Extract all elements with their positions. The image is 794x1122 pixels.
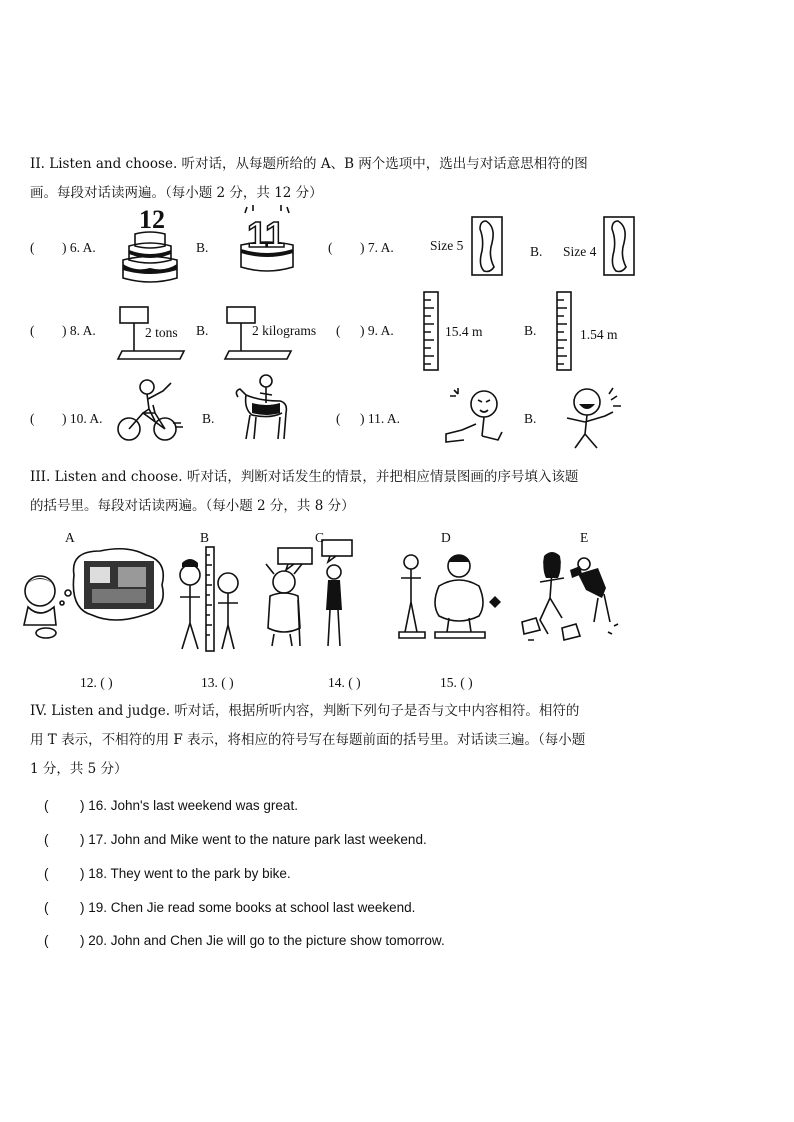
shoe-footprint-b-icon [602,215,636,277]
q6-paren[interactable]: ( [30,240,35,255]
q11-label: ) 11. A. [360,411,400,426]
cake-a-number: 12 [139,205,165,234]
scene-label-a: A [65,530,75,545]
judge-item-19-answer[interactable]: ( [44,900,49,915]
boy-riding-horse-icon [230,373,294,443]
judge-item-16-answer[interactable]: ( [44,798,49,813]
section3-heading-line1: III. Listen and choose. 听对话，判断对话发生的情景，并把相应情景图画的序号填入该题 [30,469,579,485]
laughing-boy-icon [555,382,627,454]
scene-label-e: E [580,530,589,545]
scene-label-c: C [315,530,325,545]
section4-heading [30,697,650,784]
q8-paren[interactable]: ( [30,323,35,338]
q10-label: ) 10. A. [62,411,103,426]
cake-b-number: 11 [247,214,286,255]
judge-item-17-text: ) 17. John and Mike went to the nature park last weekend. [80,832,427,847]
q13-blank[interactable]: 13. ( ) [201,675,234,690]
boy-riding-bike-icon [115,375,185,443]
judge-item-18 [44,866,291,881]
section3-heading [30,463,650,521]
judge-item-18-answer[interactable]: ( [44,866,49,881]
section4-heading-line2: 用 T 表示，不相符的用 F 表示，将相应的符号写在每题前面的括号里。对话读三遍。（每小题 [30,732,586,748]
birthday-cake-11-icon [237,205,297,275]
q6-label: ) 6. A. [62,240,96,255]
q6-option-b: B. [196,240,209,255]
q8-option-b: B. [196,323,209,338]
birthday-cake-12-icon [115,198,185,288]
thin-and-fat-scene-icon [395,552,505,644]
measuring-height-scene-icon [172,545,244,653]
q10-option-b: B. [202,411,215,426]
judge-item-20-text: ) 20. John and Chen Jie will go to the picture show tomorrow. [80,933,445,948]
q7-option-b: B. [530,244,543,259]
scene-label-d: D [441,530,451,545]
judge-item-16-text: ) 16. John's last weekend was great. [80,798,298,813]
section3-heading-line2: 的括号里。每段对话读两遍。（每小题 2 分，共 8 分） [30,498,355,514]
shoe-footprint-a-icon [470,215,504,277]
q10-paren[interactable]: ( [30,411,35,426]
height-b-text: 1.54 m [580,327,618,342]
height-a-text: 15.4 m [445,324,483,339]
judge-item-18-text: ) 18. They went to the park by bike. [80,866,291,881]
judge-item-19-text: ) 19. Chen Jie read some books at school last weekend. [80,900,416,915]
q7-paren[interactable]: ( [328,240,333,255]
q9-option-b: B. [524,323,537,338]
q9-paren[interactable]: ( [336,323,341,338]
q12-blank[interactable]: 12. ( ) [80,675,113,690]
judge-item-17 [44,832,427,847]
q15-blank[interactable]: 15. ( ) [440,675,473,690]
section2-heading-line1: II. Listen and choose. 听对话，从每题所给的 A、B 两个选项中，选出与对话意思相符的图 [30,156,588,172]
girl-on-phone-scene-icon [18,545,168,645]
height-ruler-a-icon [422,290,440,372]
q11-paren[interactable]: ( [336,411,341,426]
shoe-size-b-text: Size 4 [563,244,597,259]
judge-item-20-answer[interactable]: ( [44,933,49,948]
q8-label: ) 8. A. [62,323,96,338]
weight-a-text: 2 tons [145,325,178,340]
scene-label-b: B [200,530,210,545]
q9-label: ) 9. A. [360,323,394,338]
judge-item-19 [44,900,415,915]
shoe-size-a-text: Size 5 [430,238,464,253]
judge-item-20 [44,933,445,948]
section4-heading-line1: IV. Listen and judge. 听对话，根据所听内容，判断下列句子是否与文中内容相符。相符的 [30,703,580,719]
q11-option-b: B. [524,411,537,426]
q7-label: ) 7. A. [360,240,394,255]
height-ruler-b-icon [555,290,573,372]
judge-item-16 [44,798,298,813]
q14-blank[interactable]: 14. ( ) [328,675,361,690]
section4-heading-line3: 1 分，共 5 分） [30,761,128,777]
messy-room-scene-icon [518,548,620,644]
crying-boy-hurt-knee-icon [440,380,512,452]
judge-item-17-answer[interactable]: ( [44,832,49,847]
weight-b-text: 2 kilograms [252,323,317,338]
conversation-scene-icon [258,538,358,650]
section2-heading-line2: 画。每段对话读两遍。（每小题 2 分，共 12 分） [30,185,323,201]
